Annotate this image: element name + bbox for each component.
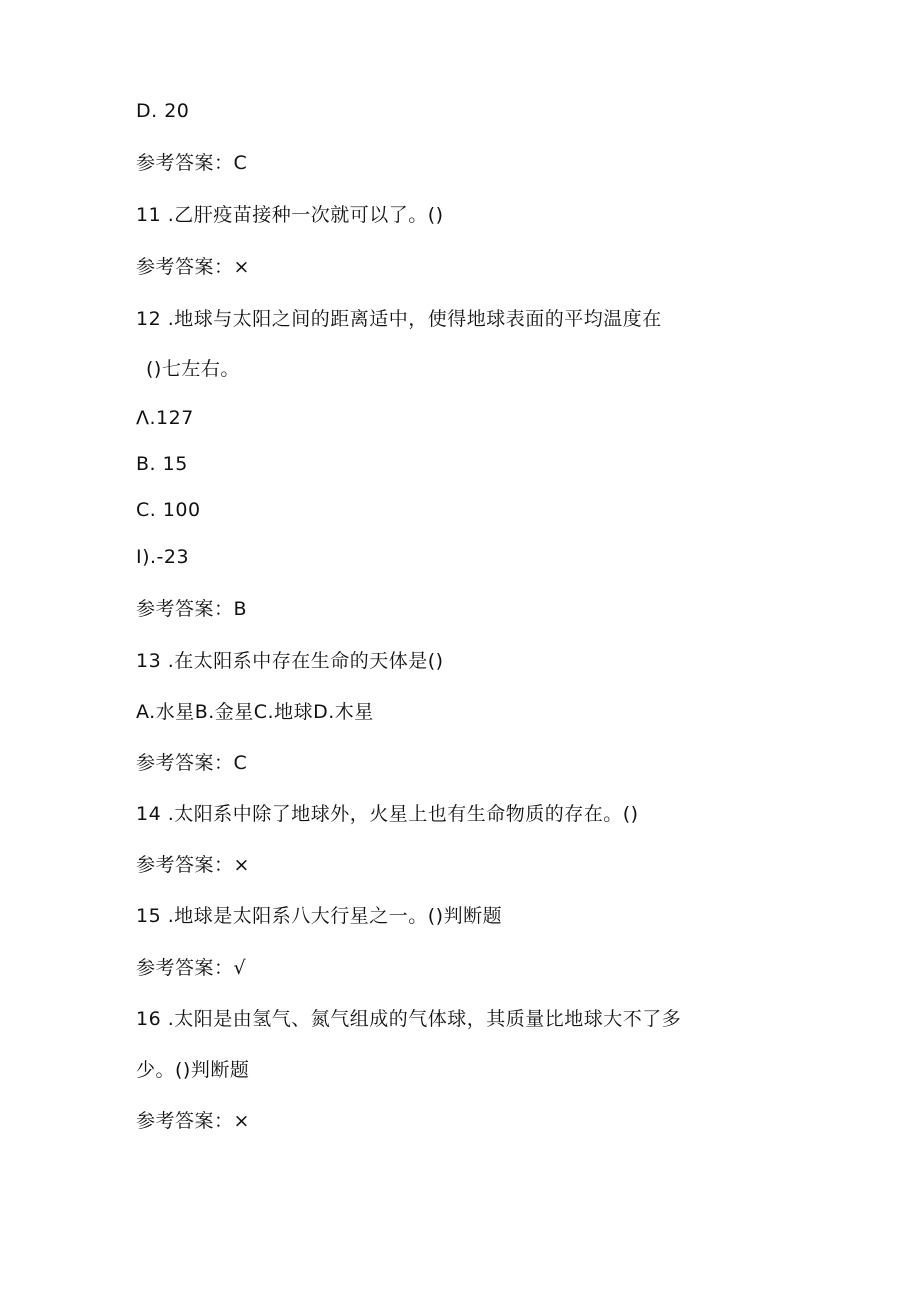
answer-q16: 参考答案：× (136, 1110, 250, 1132)
option-d: D. 20 (136, 100, 190, 122)
q12-option-b: B. 15 (136, 453, 188, 475)
q12-option-c: C. 100 (136, 499, 201, 521)
question-12: 12 .地球与太阳之间的距离适中，使得地球表面的平均温度在 (136, 308, 662, 330)
question-14: 14 .太阳系中除了地球外，火星上也有生命物质的存在。() (136, 803, 639, 825)
answer-q10: 参考答案：C (136, 152, 248, 174)
question-15: 15 .地球是太阳系八大行星之一。()判断题 (136, 905, 503, 927)
q12-option-d: I).-23 (136, 546, 190, 568)
answer-q13: 参考答案：C (136, 752, 248, 774)
answer-q11: 参考答案：× (136, 256, 250, 278)
question-16: 16 .太阳是由氢气、氮气组成的气体球，其质量比地球大不了多 (136, 1008, 682, 1030)
question-13: 13 .在太阳系中存在生命的天体是() (136, 650, 444, 672)
answer-q14: 参考答案：× (136, 854, 250, 876)
answer-q12: 参考答案：B (136, 598, 248, 620)
question-11: 11 .乙肝疫苗接种一次就可以了。() (136, 204, 444, 226)
question-12-continued: ()七左右。 (146, 358, 240, 380)
answer-q15: 参考答案：√ (136, 957, 247, 979)
q12-option-a: Λ.127 (136, 407, 194, 429)
q13-options: A.水星B.金星C.地球D.木星 (136, 701, 374, 723)
question-16-continued: 少。()判断题 (136, 1059, 250, 1081)
